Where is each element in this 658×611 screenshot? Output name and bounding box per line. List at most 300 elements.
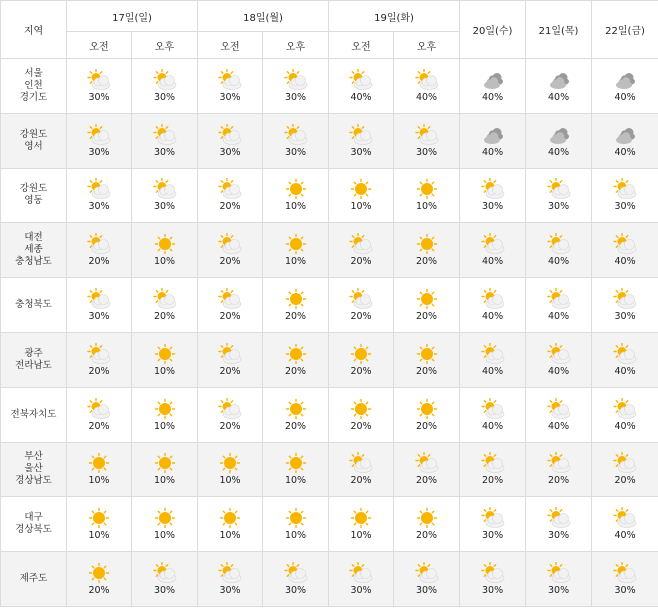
forecast-cell <box>132 278 198 333</box>
precipitation-probability: 30% <box>547 585 570 597</box>
forecast-cell <box>329 223 394 278</box>
precipitation-probability: 40% <box>350 91 372 103</box>
partly-cloudy-icon <box>612 452 638 475</box>
forecast-cell <box>132 387 198 442</box>
partly-cloudy-icon <box>612 233 638 256</box>
forecast-cell <box>67 387 132 442</box>
forecast-cell <box>198 442 263 497</box>
region-header: 지역 <box>1 1 67 59</box>
partly-cloudy-icon <box>480 343 506 366</box>
forecast-cell <box>198 497 263 552</box>
forecast-cell <box>526 59 592 114</box>
precipitation-probability: 20% <box>350 311 372 323</box>
forecast-cell <box>67 278 132 333</box>
precipitation-probability: 40% <box>614 256 636 268</box>
partly-cloudy-icon <box>612 178 638 201</box>
precipitation-probability: 30% <box>547 530 570 542</box>
sun-icon <box>414 343 440 366</box>
precipitation-probability: 40% <box>614 530 636 542</box>
sun-icon <box>348 507 374 530</box>
partly-cloudy-icon <box>480 178 506 201</box>
forecast-cell <box>592 278 658 333</box>
pm-header: 오후 <box>263 32 329 59</box>
partly-cloudy-icon <box>86 343 112 366</box>
forecast-cell <box>329 497 394 552</box>
precipitation-probability: 30% <box>88 201 110 213</box>
precipitation-probability: 10% <box>284 475 307 487</box>
sun-icon <box>283 343 309 366</box>
forecast-cell <box>132 113 198 168</box>
partly-cloudy-icon <box>152 178 178 201</box>
precipitation-probability: 40% <box>415 91 438 103</box>
partly-cloudy-icon <box>546 562 572 585</box>
forecast-cell <box>198 278 263 333</box>
forecast-cell <box>132 332 198 387</box>
precipitation-probability: 40% <box>547 146 570 158</box>
region-name: 충청북도 <box>1 278 67 333</box>
forecast-cell <box>198 59 263 114</box>
partly-cloudy-icon <box>414 562 440 585</box>
forecast-cell <box>132 442 198 497</box>
partly-cloudy-icon <box>86 124 112 147</box>
precipitation-probability: 30% <box>481 585 504 597</box>
forecast-cell <box>592 332 658 387</box>
partly-cloudy-icon <box>217 288 243 311</box>
partly-cloudy-icon <box>348 124 374 147</box>
precipitation-probability: 20% <box>350 365 372 377</box>
forecast-cell <box>460 59 526 114</box>
precipitation-probability: 30% <box>153 201 176 213</box>
precipitation-probability: 30% <box>88 146 110 158</box>
forecast-cell <box>263 387 329 442</box>
precipitation-probability: 30% <box>219 585 241 597</box>
partly-cloudy-icon <box>86 233 112 256</box>
sun-icon <box>414 398 440 421</box>
forecast-cell <box>526 278 592 333</box>
partly-cloudy-icon <box>152 124 178 147</box>
forecast-cell <box>460 552 526 607</box>
forecast-cell <box>67 168 132 223</box>
forecast-cell <box>526 387 592 442</box>
precipitation-probability: 10% <box>219 475 241 487</box>
forecast-cell <box>263 223 329 278</box>
partly-cloudy-icon <box>152 69 178 92</box>
partly-cloudy-icon <box>480 507 506 530</box>
partly-cloudy-icon <box>217 562 243 585</box>
precipitation-probability: 10% <box>284 530 307 542</box>
precipitation-probability: 30% <box>284 585 307 597</box>
partly-cloudy-icon <box>612 343 638 366</box>
forecast-cell <box>329 113 394 168</box>
table-row <box>1 168 658 223</box>
precipitation-probability: 30% <box>88 311 110 323</box>
precipitation-probability: 10% <box>88 530 110 542</box>
region-name: 광주 전라남도 <box>1 332 67 387</box>
sun-icon <box>348 398 374 421</box>
forecast-cell <box>394 442 460 497</box>
precipitation-probability: 40% <box>547 420 570 432</box>
forecast-cell <box>394 332 460 387</box>
partly-cloudy-icon <box>152 288 178 311</box>
day-header: 21일(목) <box>526 1 592 59</box>
precipitation-probability: 20% <box>350 475 372 487</box>
precipitation-probability: 20% <box>415 530 438 542</box>
precipitation-probability: 20% <box>415 256 438 268</box>
cloudy-icon <box>480 124 506 147</box>
precipitation-probability: 20% <box>350 420 372 432</box>
precipitation-probability: 20% <box>284 365 307 377</box>
precipitation-probability: 20% <box>415 475 438 487</box>
precipitation-probability: 20% <box>219 311 241 323</box>
forecast-cell <box>198 113 263 168</box>
precipitation-probability: 40% <box>614 365 636 377</box>
forecast-cell <box>329 332 394 387</box>
precipitation-probability: 40% <box>481 256 504 268</box>
forecast-cell <box>460 278 526 333</box>
forecast-cell <box>526 332 592 387</box>
forecast-cell <box>132 552 198 607</box>
forecast-cell <box>67 497 132 552</box>
partly-cloudy-icon <box>217 178 243 201</box>
forecast-cell <box>67 59 132 114</box>
precipitation-probability: 20% <box>219 420 241 432</box>
sun-icon <box>217 507 243 530</box>
precipitation-probability: 20% <box>88 365 110 377</box>
precipitation-probability: 20% <box>219 201 241 213</box>
sun-icon <box>414 178 440 201</box>
precipitation-probability: 20% <box>481 475 504 487</box>
forecast-cell <box>263 332 329 387</box>
region-name: 서울 인천 경기도 <box>1 59 67 114</box>
partly-cloudy-icon <box>348 288 374 311</box>
cloudy-icon <box>546 69 572 92</box>
partly-cloudy-icon <box>546 343 572 366</box>
sun-icon <box>86 562 112 585</box>
precipitation-probability: 30% <box>547 201 570 213</box>
precipitation-probability: 40% <box>481 365 504 377</box>
forecast-cell <box>592 442 658 497</box>
sun-icon <box>152 507 178 530</box>
precipitation-probability: 40% <box>614 146 636 158</box>
forecast-cell <box>329 442 394 497</box>
partly-cloudy-icon <box>348 69 374 92</box>
partly-cloudy-icon <box>546 507 572 530</box>
precipitation-probability: 40% <box>547 256 570 268</box>
forecast-cell <box>329 168 394 223</box>
forecast-cell <box>198 223 263 278</box>
precipitation-probability: 40% <box>614 420 636 432</box>
table-row <box>1 387 658 442</box>
forecast-cell <box>263 552 329 607</box>
region-name: 대전 세종 충청남도 <box>1 223 67 278</box>
sun-icon <box>283 233 309 256</box>
day-header: 18일(월) <box>198 1 329 32</box>
partly-cloudy-icon <box>414 124 440 147</box>
partly-cloudy-icon <box>414 452 440 475</box>
precipitation-probability: 20% <box>415 311 438 323</box>
sun-icon <box>283 398 309 421</box>
cloudy-icon <box>480 69 506 92</box>
precipitation-probability: 40% <box>481 91 504 103</box>
pm-header: 오후 <box>132 32 198 59</box>
table-row <box>1 59 658 114</box>
precipitation-probability: 40% <box>481 420 504 432</box>
forecast-cell <box>67 552 132 607</box>
precipitation-probability: 30% <box>219 146 241 158</box>
partly-cloudy-icon <box>612 562 638 585</box>
forecast-cell <box>329 59 394 114</box>
precipitation-probability: 30% <box>350 585 372 597</box>
precipitation-probability: 40% <box>547 91 570 103</box>
partly-cloudy-icon <box>217 233 243 256</box>
am-header: 오전 <box>67 32 132 59</box>
partly-cloudy-icon <box>546 398 572 421</box>
table-row <box>1 497 658 552</box>
cloudy-icon <box>612 124 638 147</box>
forecast-cell <box>263 113 329 168</box>
partly-cloudy-icon <box>612 507 638 530</box>
region-name: 제주도 <box>1 552 67 607</box>
partly-cloudy-icon <box>283 69 309 92</box>
table-row <box>1 278 658 333</box>
region-name: 전북자치도 <box>1 387 67 442</box>
forecast-cell <box>263 59 329 114</box>
precipitation-probability: 10% <box>284 256 307 268</box>
region-name: 대구 경상북도 <box>1 497 67 552</box>
precipitation-probability: 30% <box>153 585 176 597</box>
precipitation-probability: 30% <box>481 530 504 542</box>
sun-icon <box>152 233 178 256</box>
sun-icon <box>283 178 309 201</box>
cloudy-icon <box>612 69 638 92</box>
forecast-cell <box>526 113 592 168</box>
day-header: 20일(수) <box>460 1 526 59</box>
forecast-cell <box>132 223 198 278</box>
precipitation-probability: 40% <box>614 91 636 103</box>
forecast-cell <box>460 223 526 278</box>
forecast-cell <box>394 552 460 607</box>
precipitation-probability: 40% <box>481 311 504 323</box>
region-name: 강원도 영서 <box>1 113 67 168</box>
precipitation-probability: 30% <box>284 146 307 158</box>
table-row <box>1 552 658 607</box>
sun-icon <box>152 343 178 366</box>
precipitation-probability: 30% <box>153 146 176 158</box>
forecast-cell <box>329 552 394 607</box>
precipitation-probability: 20% <box>415 365 438 377</box>
forecast-cell <box>460 442 526 497</box>
forecast-cell <box>592 113 658 168</box>
precipitation-probability: 10% <box>153 530 176 542</box>
forecast-cell <box>460 113 526 168</box>
precipitation-probability: 10% <box>219 530 241 542</box>
forecast-cell <box>329 278 394 333</box>
forecast-cell <box>394 387 460 442</box>
partly-cloudy-icon <box>546 452 572 475</box>
sun-icon <box>414 233 440 256</box>
forecast-cell <box>460 497 526 552</box>
precipitation-probability: 30% <box>415 585 438 597</box>
partly-cloudy-icon <box>283 124 309 147</box>
forecast-cell <box>592 387 658 442</box>
forecast-cell <box>526 442 592 497</box>
forecast-cell <box>394 113 460 168</box>
forecast-cell <box>592 59 658 114</box>
sun-icon <box>414 507 440 530</box>
sun-icon <box>152 452 178 475</box>
forecast-cell <box>526 497 592 552</box>
forecast-cell <box>526 168 592 223</box>
partly-cloudy-icon <box>612 398 638 421</box>
day-header: 17일(일) <box>67 1 198 32</box>
day-header: 19일(화) <box>329 1 460 32</box>
sun-icon <box>86 452 112 475</box>
forecast-cell <box>67 442 132 497</box>
forecast-cell <box>132 168 198 223</box>
precipitation-probability: 10% <box>153 365 176 377</box>
partly-cloudy-icon <box>546 178 572 201</box>
precipitation-probability: 20% <box>614 475 636 487</box>
precipitation-probability: 40% <box>547 365 570 377</box>
forecast-cell <box>394 223 460 278</box>
partly-cloudy-icon <box>348 233 374 256</box>
partly-cloudy-icon <box>86 288 112 311</box>
region-name: 부산 울산 경상남도 <box>1 442 67 497</box>
forecast-cell <box>592 552 658 607</box>
precipitation-probability: 20% <box>153 311 176 323</box>
forecast-cell <box>198 332 263 387</box>
forecast-body <box>1 59 658 607</box>
forecast-cell <box>67 113 132 168</box>
table-row <box>1 223 658 278</box>
partly-cloudy-icon <box>480 398 506 421</box>
forecast-cell <box>198 387 263 442</box>
forecast-cell <box>526 552 592 607</box>
day-header: 22일(금) <box>592 1 658 59</box>
sun-icon <box>348 343 374 366</box>
precipitation-probability: 10% <box>88 475 110 487</box>
precipitation-probability: 20% <box>88 256 110 268</box>
precipitation-probability: 30% <box>88 91 110 103</box>
precipitation-probability: 10% <box>153 256 176 268</box>
table-row <box>1 442 658 497</box>
forecast-cell <box>67 223 132 278</box>
precipitation-probability: 20% <box>88 420 110 432</box>
sun-icon <box>283 507 309 530</box>
am-header: 오전 <box>198 32 263 59</box>
forecast-cell <box>263 278 329 333</box>
partly-cloudy-icon <box>283 562 309 585</box>
precipitation-probability: 30% <box>481 201 504 213</box>
precipitation-probability: 30% <box>219 91 241 103</box>
partly-cloudy-icon <box>480 452 506 475</box>
pm-header: 오후 <box>394 32 460 59</box>
cloudy-icon <box>546 124 572 147</box>
sun-icon <box>152 398 178 421</box>
forecast-cell <box>526 223 592 278</box>
forecast-cell <box>394 168 460 223</box>
partly-cloudy-icon <box>480 233 506 256</box>
table-row <box>1 113 658 168</box>
precipitation-probability: 30% <box>614 201 636 213</box>
sun-icon <box>217 452 243 475</box>
partly-cloudy-icon <box>480 288 506 311</box>
partly-cloudy-icon <box>612 288 638 311</box>
forecast-cell <box>592 168 658 223</box>
partly-cloudy-icon <box>86 69 112 92</box>
sun-icon <box>86 507 112 530</box>
partly-cloudy-icon <box>86 178 112 201</box>
partly-cloudy-icon <box>217 124 243 147</box>
precipitation-probability: 30% <box>350 146 372 158</box>
precipitation-probability: 30% <box>284 91 307 103</box>
forecast-cell <box>198 552 263 607</box>
partly-cloudy-icon <box>152 562 178 585</box>
partly-cloudy-icon <box>546 288 572 311</box>
forecast-cell <box>132 497 198 552</box>
partly-cloudy-icon <box>480 562 506 585</box>
precipitation-probability: 10% <box>284 201 307 213</box>
precipitation-probability: 10% <box>415 201 438 213</box>
precipitation-probability: 30% <box>614 585 636 597</box>
partly-cloudy-icon <box>348 452 374 475</box>
forecast-cell <box>67 332 132 387</box>
forecast-cell <box>460 168 526 223</box>
sun-icon <box>283 452 309 475</box>
forecast-cell <box>592 497 658 552</box>
precipitation-probability: 20% <box>88 585 110 597</box>
precipitation-probability: 20% <box>219 365 241 377</box>
precipitation-probability: 20% <box>284 420 307 432</box>
forecast-cell <box>263 442 329 497</box>
region-name: 강원도 영동 <box>1 168 67 223</box>
partly-cloudy-icon <box>86 398 112 421</box>
partly-cloudy-icon <box>414 69 440 92</box>
sun-icon <box>283 288 309 311</box>
precipitation-probability: 30% <box>614 311 636 323</box>
sun-icon <box>348 178 374 201</box>
forecast-cell <box>460 332 526 387</box>
precipitation-probability: 10% <box>153 475 176 487</box>
am-header: 오전 <box>329 32 394 59</box>
forecast-cell <box>592 223 658 278</box>
precipitation-probability: 20% <box>350 256 372 268</box>
precipitation-probability: 30% <box>415 146 438 158</box>
partly-cloudy-icon <box>546 233 572 256</box>
precipitation-probability: 20% <box>284 311 307 323</box>
table-row <box>1 332 658 387</box>
precipitation-probability: 20% <box>219 256 241 268</box>
forecast-cell <box>329 387 394 442</box>
partly-cloudy-icon <box>217 343 243 366</box>
forecast-cell <box>460 387 526 442</box>
partly-cloudy-icon <box>217 69 243 92</box>
precipitation-probability: 40% <box>547 311 570 323</box>
precipitation-probability: 20% <box>547 475 570 487</box>
forecast-cell <box>132 59 198 114</box>
partly-cloudy-icon <box>348 562 374 585</box>
forecast-cell <box>263 168 329 223</box>
precipitation-probability: 10% <box>350 530 372 542</box>
forecast-cell <box>394 278 460 333</box>
precipitation-probability: 10% <box>350 201 372 213</box>
forecast-cell <box>263 497 329 552</box>
forecast-cell <box>394 59 460 114</box>
precipitation-probability: 40% <box>481 146 504 158</box>
header-row-days <box>1 1 658 32</box>
forecast-cell <box>394 497 460 552</box>
partly-cloudy-icon <box>217 398 243 421</box>
